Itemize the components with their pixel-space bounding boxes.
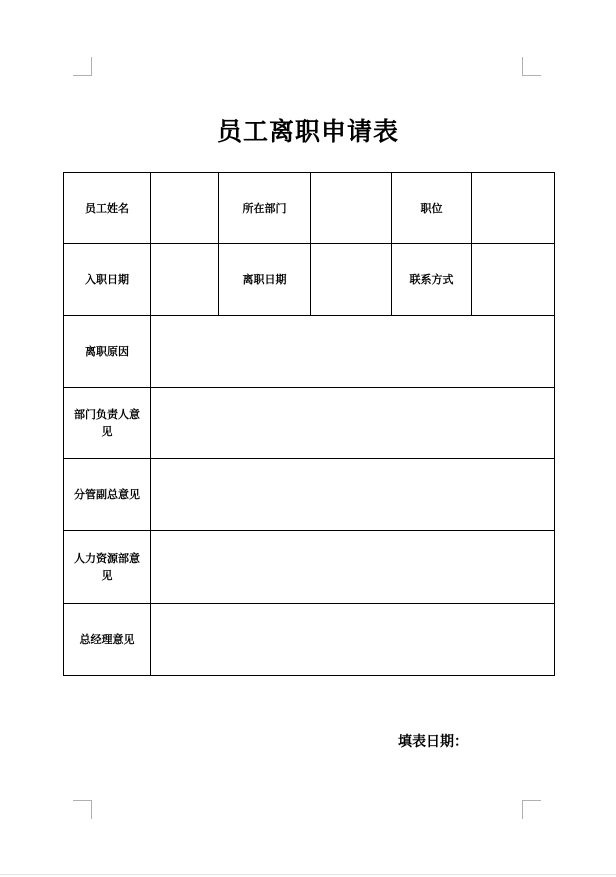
form-row-dept-head (64, 388, 555, 459)
vp-opinion-field[interactable] (151, 459, 555, 531)
form-row-dates (64, 244, 555, 316)
contact-label: 联系方式 (392, 244, 472, 316)
page-corner-mark-bottom-right (522, 800, 541, 819)
form-row-vp (64, 459, 555, 531)
leave-reason-label: 离职原因 (64, 316, 151, 388)
entry-date-label: 入职日期 (64, 244, 151, 316)
leave-reason-field[interactable] (151, 316, 555, 388)
hr-opinion-field[interactable] (151, 531, 555, 604)
leave-date-field[interactable] (311, 244, 392, 316)
entry-date-field[interactable] (151, 244, 219, 316)
page-bottom-edge (0, 874, 616, 875)
gm-opinion-label: 总经理意见 (64, 604, 151, 676)
vp-opinion-label: 分管副总意见 (64, 459, 151, 531)
department-label: 所在部门 (219, 173, 311, 244)
hr-opinion-label: 人力资源部意见 (74, 552, 140, 582)
page-corner-mark-bottom-left (73, 800, 92, 819)
form-row-basic-info (64, 173, 555, 244)
dept-head-opinion-field[interactable] (151, 388, 555, 459)
fill-date-label: 填表日期： (398, 734, 468, 750)
employee-name-field[interactable] (151, 173, 219, 244)
form-row-hr (64, 531, 555, 604)
form-row-gm (64, 604, 555, 676)
form-row-reason (64, 316, 555, 388)
resignation-form-table (63, 172, 555, 676)
leave-date-label: 离职日期 (219, 244, 311, 316)
employee-name-label: 员工姓名 (64, 173, 151, 244)
page-corner-mark-top-right (522, 57, 541, 76)
form-title: 员工离职申请表 (216, 117, 399, 146)
page-corner-mark-top-left (73, 57, 92, 76)
gm-opinion-field[interactable] (151, 604, 555, 676)
department-field[interactable] (311, 173, 392, 244)
dept-head-opinion-label: 部门负责人意见 (74, 408, 140, 438)
position-field[interactable] (472, 173, 555, 244)
contact-field[interactable] (472, 244, 555, 316)
position-label: 职位 (392, 173, 472, 244)
